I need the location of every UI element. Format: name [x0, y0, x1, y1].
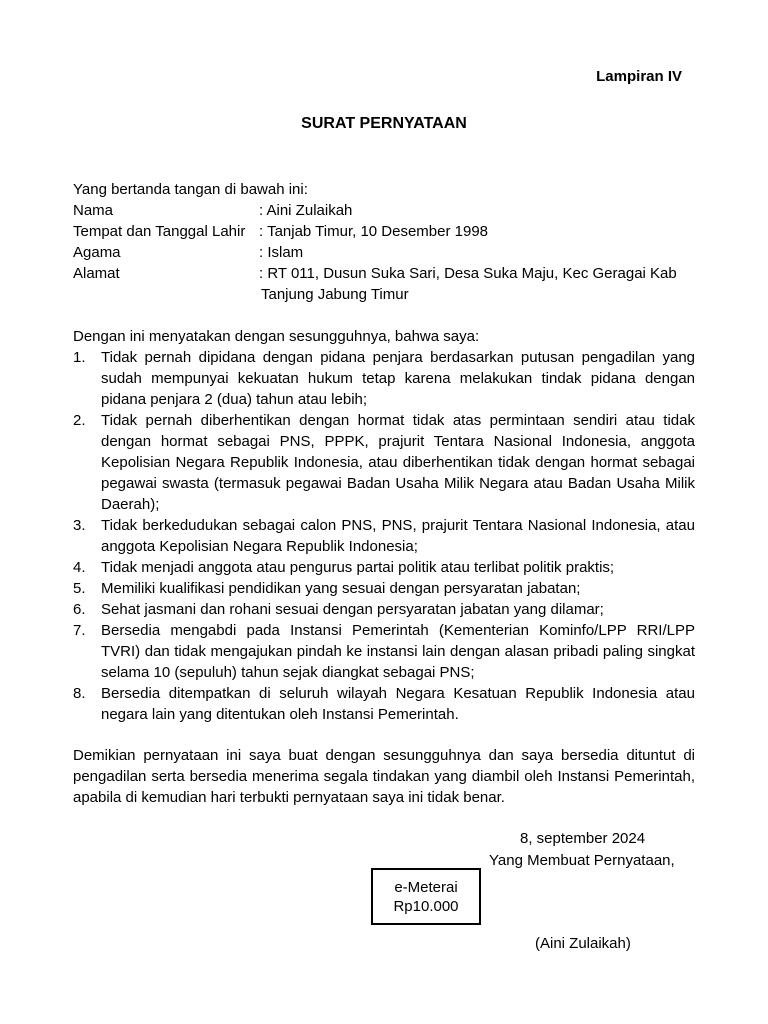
item-number: 3.	[73, 517, 86, 534]
list-item	[73, 578, 695, 599]
item-text: Bersedia mengabdi pada Instansi Pemerintah (Kementerian Kominfo/LPP RRI/LPP TVRI) dan tidak mengajukan pindah ke instansi lain dengan alasan pribadi paling singkat selama 10 (sepuluh) tahun sejak diangkat sebagai PNS;	[101, 622, 695, 681]
item-number: 7.	[73, 622, 86, 639]
address-line-1: : RT 011, Dusun Suka Sari, Desa Suka Maju, Kec Geragai Kab	[259, 265, 677, 282]
list-item	[73, 599, 695, 620]
statement-lead: Dengan ini menyatakan dengan sesungguhnya, bahwa saya:	[73, 328, 480, 345]
identity-row-name	[73, 200, 695, 221]
address-line-2: Tanjung Jabung Timur	[261, 286, 409, 303]
closing-paragraph: Demikian pernyataan ini saya buat dengan sesungguhnya dan saya bersedia dituntut di pengadilan serta bersedia menerima segala tindakan yang diambil oleh Instansi Pemerintah, apabila di kemudian hari terbukti pernyataan saya ini tidak benar.	[73, 747, 695, 806]
document-title: SURAT PERNYATAAN	[301, 115, 467, 132]
signer-name: (Aini Zulaikah)	[535, 935, 631, 952]
statement-list	[73, 347, 695, 725]
identity-label: Agama	[73, 244, 121, 261]
item-number: 2.	[73, 412, 86, 429]
list-item	[73, 683, 695, 725]
list-item	[73, 557, 695, 578]
item-number: 1.	[73, 349, 86, 366]
signature-date: 8, september 2024	[520, 830, 646, 847]
list-item	[73, 410, 695, 515]
item-text: Tidak pernah dipidana dengan pidana penjara berdasarkan putusan pengadilan yang sudah mempunyai kekuatan hukum tetap karena melakukan tindak pidana dengan pidana penjara 2 (dua) tahun atau lebih;	[101, 349, 695, 408]
identity-value	[259, 263, 695, 305]
e-meterai-stamp	[371, 868, 481, 925]
meterai-label: e-Meterai	[394, 878, 458, 896]
meterai-value: Rp10.000	[393, 897, 459, 915]
identity-block	[73, 200, 695, 305]
item-text: Tidak berkedudukan sebagai calon PNS, PNS, prajurit Tentara Nasional Indonesia, atau anggota Kepolisian Negara Republik Indonesia;	[101, 517, 695, 555]
item-number: 4.	[73, 559, 86, 576]
identity-label: Alamat	[73, 265, 120, 282]
identity-label: Nama	[73, 202, 114, 219]
list-item	[73, 620, 695, 683]
signer-label: Yang Membuat Pernyataan,	[489, 852, 675, 869]
item-text: Bersedia ditempatkan di seluruh wilayah Negara Kesatuan Republik Indonesia atau negara lain yang ditentukan oleh Instansi Pemerintah.	[101, 685, 695, 723]
item-text: Tidak pernah diberhentikan dengan hormat tidak atas permintaan sendiri atau tidak dengan hormat sebagai PNS, PPPK, prajurit Tentara Nasional Indonesia, anggota Kepolisian Negara Republik Indonesia, atau diberhentikan tidak dengan hormat sebagai pegawai swasta (termasuk pegawai Badan Usaha Milik Negara atau Badan Usaha Milik Daerah);	[101, 412, 695, 513]
intro-text: Yang bertanda tangan di bawah ini:	[73, 181, 308, 198]
item-number: 5.	[73, 580, 86, 597]
list-item	[73, 515, 695, 557]
item-number: 6.	[73, 601, 86, 618]
identity-value: : Tanjab Timur, 10 Desember 1998	[259, 223, 489, 240]
list-item	[73, 347, 695, 410]
identity-value: : Aini Zulaikah	[259, 202, 353, 219]
item-text: Tidak menjadi anggota atau pengurus partai politik atau terlibat politik praktis;	[101, 559, 615, 576]
identity-value: : Islam	[259, 244, 304, 261]
identity-row-religion	[73, 242, 695, 263]
attachment-label: Lampiran IV	[596, 68, 682, 85]
identity-row-address	[73, 263, 695, 305]
identity-row-birth	[73, 221, 695, 242]
identity-label: Tempat dan Tanggal Lahir	[73, 223, 246, 240]
item-text: Memiliki kualifikasi pendidikan yang sesuai dengan persyaratan jabatan;	[101, 580, 581, 597]
item-number: 8.	[73, 685, 86, 702]
item-text: Sehat jasmani dan rohani sesuai dengan persyaratan jabatan yang dilamar;	[101, 601, 604, 618]
